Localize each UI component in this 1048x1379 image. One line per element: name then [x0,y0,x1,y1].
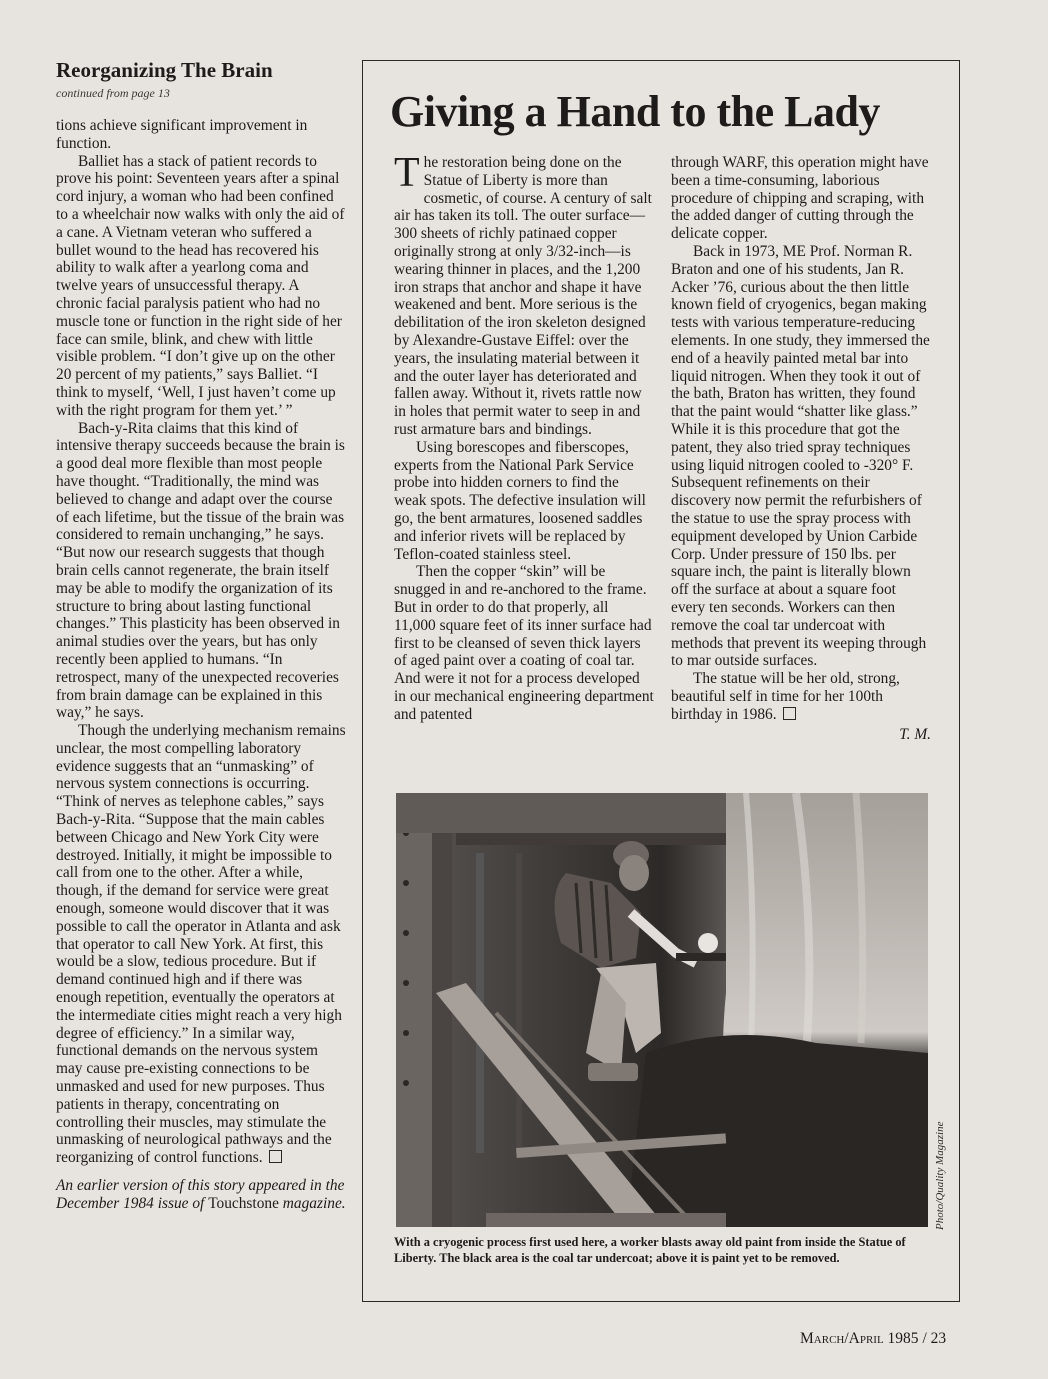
photo-credit: Photo/Quality Magazine [934,1121,946,1230]
issue-date: March/April 1985 [800,1330,919,1347]
paragraph-text: Though the underlying mechanism remains unclear, the most compelling laboratory evidence suggests that an “unmasking” of nervous system connections is occurring. “Think of nerves as telephone cables,” says Bach-y-Rita. “Suppose that the main cables between Chicago and New York City were destroyed. Initially, it might be impossible to call from one to the other. After a while, though, if the demand for service were great enough, someone would discover that it was possible to call the operator in Atlanta and ask that operator to call New York. At first, this would be a slow, tedious procedure. But if demand continued high and if there was enough repetition, eventually the operators at the intermediate cities might reach a very high degree of efficiency.” In a similar way, functional demands on the nervous system may cause pre-existing connections to be unmasked and used for new purposes. Thus patients in therapy, concentrating on controlling their muscles, may stimulate the unmasking of neurological pathways and the reorganizing of control functions. [56,722,346,1167]
paragraph-text: The statue will be her old, strong, beautiful self in time for her 100th birthday in 1986. [671,670,900,723]
photo-caption: With a cryogenic process first used here, a worker blasts away old paint from inside the Statue of Liberty. The black area is the coal tar undercoat; above it is paint yet to be removed. [394,1235,906,1265]
note-prefix: An earlier version of this story appeared in the December 1984 issue of [56,1177,345,1212]
note-suffix: magazine. [282,1194,346,1212]
page-footer [800,1330,946,1348]
end-mark-icon [783,707,796,720]
paragraph [56,722,348,1167]
paragraph: through WARF, this operation might have been a time-consuming, laborious procedure of chipping and scraping, with the added danger of cutting through the delicate copper. [671,154,929,243]
left-article [56,56,348,1213]
paragraph [671,670,931,723]
paragraph: tions achieve significant improvement in function. [56,117,308,152]
paragraph: Then the copper “skin” will be snugged in and re-anchored to the frame. But in order to do that properly, all 11,000 square feet of its inner surface had first to be cleansed of seven thick layers of aged paint over a coating of coal tar. And were it not for a process developed in our mechanical engineering department and patented [394,563,654,723]
note-publication: Touchstone [208,1194,279,1212]
continued-note: continued from page 13 [56,86,170,100]
photo-illustration [396,793,928,1227]
paragraph: Bach-y-Rita claims that this kind of intensive therapy succeeds because the brain is a good deal more flexible than most people have thought. “Traditionally, the mind was believed to change and adapt over the course of each lifetime, but the tissue of the brain was considered to remain unchanging,” he says. “But now our research suggests that though brain cells cannot regenerate, the brain itself may be able to modify the organization of its structure to bring about lasting functional changes.” This plasticity has been observed in animal studies over the years, but has only recently been applied to humans. “In retrospect, many of the unexpected recoveries from brain damage can be explained in this way,” he says. [56,419,345,722]
paragraph: Balliet has a stack of patient records to prove his point: Seventeen years after a spinal cord injury, a woman who had been confined to a wheelchair now walks with only the aid of a cane. A Vietnam veteran who suffered a bullet wound to the head has recovered his ability to walk after a yearlong coma and twelve years of unsuccessful therapy. A chronic facial paralysis patient who had no muscle tone or function in the right side of her face can smile, blink, and chew with little visible problem. “I don’t give up on the other 20 percent of my patients,” says Balliet. “I think to myself, ‘Well, I just haven’t come up with the right program for them yet.’ ” [56,152,345,419]
right-article-column-2 [671,154,931,743]
paragraph: Back in 1973, ME Prof. Norman R. Braton and one of his students, Jan R. Acker ’76, curious about the then little known field of cryogenics, began making tests with various temperature-reducing elements. In one study, they immersed the end of a heavily painted metal bar into liquid nitrogen. When they took it out of the bath, Braton has written, they found that the paint would “shatter like glass.” While it is this procedure that got the patent, they also tried spray techniques using liquid nitrogen cooled to -320° F. Subsequent refinements on their discovery now permit the refurbishers of the statue to use the spray process with equipment developed by Union Carbide Corp. Under pressure of 150 lbs. per square inch, the paint is literally blown off the surface at about a square foot every ten seconds. Workers can then remove the coal tar undercoat with methods that prevent its weeping through to mar outside surfaces. [671,242,930,670]
paragraph: Using borescopes and fiberscopes, experts from the National Park Service probe into hidden corners to find the weak spots. The defective insulation will go, the bent armatures, loosened saddles and inferior rivets will be replaced by Teflon-coated stainless steel. [394,438,646,563]
left-article-heading: Reorganizing The Brain [56,58,273,82]
author-initials: T. M. [899,725,931,743]
drop-cap: T [394,150,420,196]
left-article-body [56,117,348,1213]
right-article-column-1 [394,150,654,724]
paragraph [394,150,654,439]
end-mark-icon [269,1150,282,1163]
page-number: / 23 [922,1330,947,1347]
publication-note [56,1177,348,1213]
paragraph-text: he restoration being done on the Statue of Liberty is more than cosmetic, of course. A century of salt air has taken its toll. The outer surface—300 sheets of richly patinaed copper originally strong at only 3/32-inch—is wearing thinner in places, and the 1,200 iron straps that anchor and shape it have weakened and bent. More serious is the debilitation of the iron skeleton designed by Alexandre-Gustave Eiffel: over the years, the insulating material between it and the outer layer has deteriorated and fallen away. Without it, rivets rattle now in holes that permit water to seep in and rust armature bars and bindings. [394,154,652,438]
worker-photo [396,793,928,1227]
article-title: Giving a Hand to the Lady [390,87,880,136]
